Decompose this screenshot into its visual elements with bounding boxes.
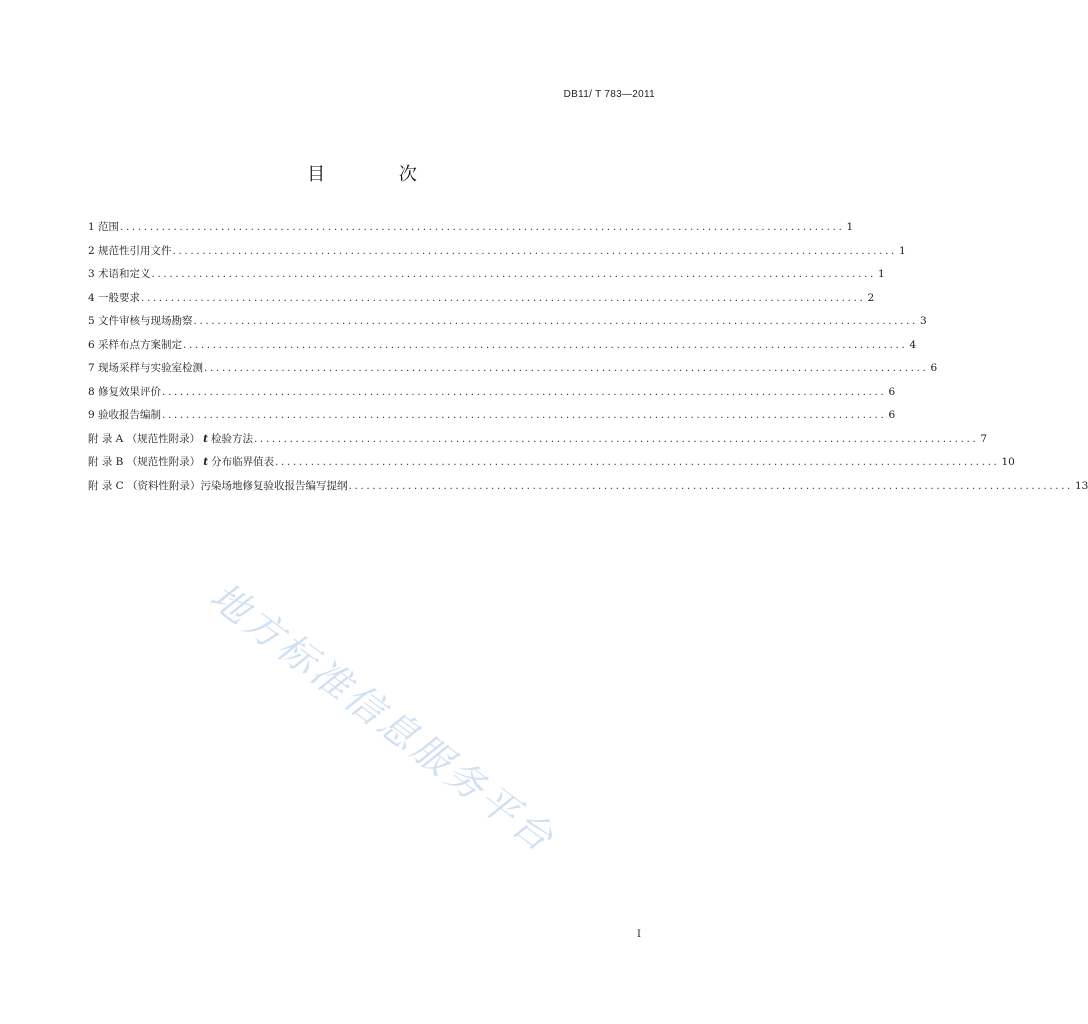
toc-entry-label: 7 现场采样与实验室检测 [88, 362, 204, 374]
toc-leader-dots: .......................................................................................................................... [172, 244, 897, 257]
toc-entry-prefix: 附 录 A （规范性附录） [88, 432, 201, 445]
toc-leader-dots: .......................................................................................................................... [151, 268, 876, 280]
toc-entry-page: 4 [909, 338, 917, 351]
toc-entry-label: 1 范围 [88, 221, 120, 233]
toc-leader-dots: .......................................................................................................................... [193, 315, 918, 327]
toc-entry-page: 7 [980, 432, 988, 445]
toc-entry-page: 6 [930, 362, 938, 374]
toc-entry-appendix-c[interactable] [88, 478, 1088, 502]
table-of-contents [88, 219, 1088, 501]
toc-entry-prefix: 附 录 B （规范性附录） [88, 456, 201, 468]
toc-entry-label: 分布临界值表 [211, 456, 275, 468]
toc-entry-page: 6 [888, 409, 896, 421]
toc-entry[interactable] [88, 313, 927, 337]
toc-entry[interactable] [88, 219, 854, 243]
toc-leader-dots: .......................................................................................................................... [348, 479, 1073, 492]
toc-leader-dots: .......................................................................................................................... [183, 338, 908, 351]
toc-entry-label: 3 术语和定义 [88, 268, 151, 280]
toc-entry-prefix: 附 录 C （资料性附录） [88, 479, 201, 492]
toc-entry-symbol: t [203, 456, 209, 468]
toc-entry[interactable] [88, 243, 906, 267]
toc-entry[interactable] [88, 407, 896, 431]
toc-entry-appendix-b[interactable] [88, 454, 1015, 478]
toc-entry[interactable] [88, 360, 938, 384]
toc-entry-symbol: t [203, 432, 208, 445]
page-title: 目 次 [307, 164, 451, 185]
toc-entry-page: 1 [877, 268, 885, 280]
toc-entry-page: 1 [846, 221, 854, 233]
toc-entry-label: 2 规范性引用文件 [88, 244, 172, 257]
toc-leader-dots: .......................................................................................................................... [204, 362, 929, 374]
toc-leader-dots: .......................................................................................................................... [253, 432, 979, 445]
toc-leader-dots: .......................................................................................................................... [120, 221, 845, 233]
toc-entry-label: 4 一般要求 [88, 291, 141, 304]
toc-entry-page: 10 [1001, 456, 1015, 468]
toc-entry-appendix-a[interactable] [88, 431, 988, 455]
toc-entry-label: 5 文件审核与现场勘察 [88, 315, 193, 327]
toc-entry-label: 9 验收报告编制 [88, 409, 162, 421]
toc-leader-dots: .......................................................................................................................... [275, 456, 1000, 468]
toc-leader-dots: .......................................................................................................................... [162, 409, 887, 421]
document-code: DB11/ T 783—2011 [563, 89, 655, 100]
toc-entry-page: 13 [1074, 479, 1088, 492]
toc-entry[interactable] [88, 337, 917, 361]
toc-leader-dots: .......................................................................................................................... [141, 291, 866, 304]
toc-entry[interactable] [88, 266, 885, 290]
toc-entry-label: 6 采样布点方案制定 [88, 338, 183, 351]
toc-entry-label: 污染场地修复验收报告编写提纲 [200, 479, 348, 492]
watermark: 地方标准信息服务平台 [201, 573, 564, 862]
toc-entry-label: 8 修复效果评价 [88, 385, 162, 398]
toc-entry-label: 检验方法 [210, 432, 253, 445]
toc-entry-page: 1 [898, 244, 906, 257]
toc-entry-page: 2 [867, 291, 875, 304]
toc-entry[interactable] [88, 384, 896, 408]
page-number: I [637, 929, 641, 940]
toc-leader-dots: .......................................................................................................................... [162, 385, 887, 398]
toc-entry-page: 3 [919, 315, 927, 327]
toc-entry[interactable] [88, 290, 875, 314]
toc-entry-page: 6 [888, 385, 896, 398]
